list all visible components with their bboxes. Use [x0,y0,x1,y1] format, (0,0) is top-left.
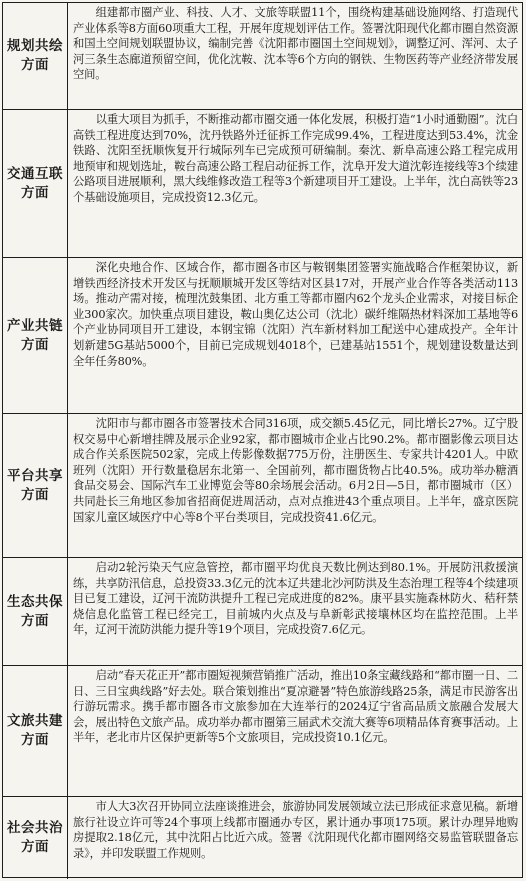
row-content: 深化央地合作、区域合作，都市圈各市区与鞍钢集团签署实施战略合作框架协议，新增铁西经济技术开发区与抚顺顺城开发区等结对区县17对，开展产业合作等各类活动113场。推动产需对接，梳理沈鼓集团、北方重工等都市圈内62个龙头企业需求，对接目标企业300家次。加快重点项目建设，鞍山奥亿达公司（沈北）碳纤维隔热材料深加工基地等6个产业协同项目开工建设，本钢宝锦（沈阳）汽车新材料加工配送中心建成投产。全年计划新建5G基站5000个，目前已完成规划4018个，已建基站1551个，规划建设数量达到全年任务80%。 [73,261,518,368]
row-content: 沈阳市与都市圈各市签署技术合同316项，成交额5.45亿元，同比增长27%。辽宁股权交易中心新增挂牌及展示企业92家，都市圈城市企业占比90.2%。都市圈影像云项目达成合作关系医院502家，完成上传影像数据775万份，注册医生、专家共计4201人。中欧班列（沈阳）开行数量稳居东北第一、全国前列，都市圈货物占比40.5%。成功举办糖酒食品交易会、国际汽车工业博览会等80余场展会活动。6月2日—5日，都市圈城市（区）共同赴长三角地区参加省招商促进周活动，点对点推进43个重点项目。上半年，盛京医院国家儿童区域医疗中心等8个平台类项目，完成投资41.6亿元。 [73,417,518,524]
table-row-governance [3,797,522,879]
row-label-cell [3,414,68,557]
table-row-culture-tourism [3,666,522,797]
info-table [2,2,523,878]
row-label-cell [3,666,68,796]
row-label-cell [3,797,68,879]
row-content: 组建都市圈产业、科技、人才、文旅等联盟11个，围绕构建基础设施网络、打造现代产业体系等8方面60项重大工程，开展年度规划评估工作。签署沈阳现代化都市圈自然资源和国土空间规划联盟协议，编制完善《沈阳都市圈国土空间规划》，调整辽河、浑河、太子河三条生态廊道预留空间，优化沈鞍、沈本等6个方向的钢铁、生物医药等产业经济带发展空间。 [73,6,518,82]
table-row-transport [3,110,522,258]
row-content: 市人大3次召开协同立法座谈推进会，旅游协同发展领域立法已形成征求意见稿。新增旅行社设立许可等24个事项上线都市圈通办专区，累计通办事项175项。累计办理异地购房提取2.18亿元，其中沈阳占比近六成。签署《沈阳现代化都市圈网络交易监管联盟备忘录》，并印发联盟工作规则。 [73,800,518,860]
row-label: 生态共保 方面 [7,593,63,629]
row-label: 交通互联 方面 [7,165,63,201]
table-row-platform [3,414,522,558]
table-row-industry [3,258,522,414]
row-label: 规划共绘 方面 [7,38,63,73]
row-label-cell [3,258,68,413]
row-label-cell [3,558,68,665]
table-row-planning [3,3,522,110]
row-content: 以重大项目为抓手，不断推动都市圈交通一体化发展，积极打造“1小时通勤圈”。沈白高铁工程进度达到70%，沈丹铁路外迁征拆工作完成99.4%，工程进度达到53.4%，沈金铁路、沈阳至抚顺恢复开行城际列车已完成预可研编制。秦沈、新阜高速公路工程完成用地预审和规划选址，鞍台高速公路工程启动征拆工作，沈阜开发大道沈彰连接线等3个续建公路项目进展顺利，黑大线维修改造工程等3个新建项目开工建设。上半年，沈白高铁等23个基础设施项目，完成投资12.3亿元。 [73,113,518,204]
row-label-cell [3,3,68,109]
table-row-ecology [3,558,522,666]
row-label: 文旅共建 方面 [7,713,63,748]
row-label: 社会共治 方面 [7,820,63,855]
row-label: 平台共享 方面 [7,467,63,503]
row-label-cell [3,110,68,257]
row-content: 启动2轮污染天气应急管控，都市圈平均优良天数比例达到80.1%。开展防汛救援演练，共享防汛信息，总投资33.3亿元的沈本辽共建北沙河防洪及生态治理工程等4个续建项目已复工建设，辽河干流防洪提升工程已完成进度的82%。康平县实施森林防火、秸秆禁烧信息化监管工程已经完工，目前城内火点及与阜新彰武接壤林区均在监控范围。上半年，辽河干流防洪能力提升等19个项目，完成投资7.6亿元。 [73,561,518,637]
row-label: 产业共链 方面 [7,317,63,353]
row-content: 启动“春天花正开”都市圈短视频营销推广活动，推出10条宝藏线路和“都市圈一日、二日、三日宝典线路”好去处。联合策划推出“夏凉避暑”特色旅游线路25条，满足市民游客出行游玩需求。携手都市圈各市文旅参加在大连举行的2024辽宁省高品质文旅融合发展大会，展出特色文旅产品。成功举办都市圈第三届武术交流大赛等6项精品体育赛事活动。上半年，老北市片区保护更新等5个文旅项目，完成投资10.1亿元。 [73,669,518,745]
